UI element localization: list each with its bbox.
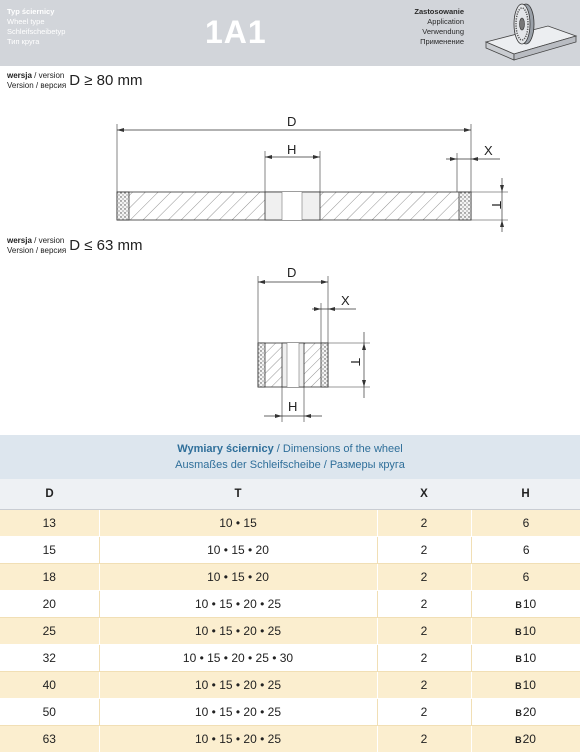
table-row bbox=[0, 591, 580, 618]
cell-t: 10 • 15 • 20 • 25 bbox=[99, 591, 377, 618]
dim-label-t: T bbox=[348, 358, 363, 366]
table-title bbox=[0, 435, 580, 479]
application-label-pl: Zastosowanie bbox=[414, 7, 464, 16]
wheel-type-labels bbox=[7, 7, 65, 47]
column-header-h: H bbox=[471, 479, 580, 510]
cell-x: 2 bbox=[377, 591, 471, 618]
cell-h-value: 6 bbox=[522, 516, 530, 530]
cell-t: 10 • 15 • 20 • 25 bbox=[99, 672, 377, 699]
version-2-caption bbox=[7, 236, 142, 255]
application-label-de: Verwendung bbox=[422, 27, 464, 36]
cell-h-value: 20 bbox=[522, 732, 536, 746]
cell-h bbox=[471, 672, 580, 699]
version-1-drawing bbox=[0, 108, 580, 236]
bore-marker: B bbox=[515, 681, 522, 691]
bore-marker: B bbox=[515, 735, 522, 745]
cell-x: 2 bbox=[377, 510, 471, 537]
cell-h-value: 10 bbox=[522, 624, 536, 638]
bore-marker: B bbox=[515, 708, 522, 718]
cell-t: 10 • 15 • 20 bbox=[99, 537, 377, 564]
cell-t: 10 • 15 bbox=[99, 510, 377, 537]
cell-t: 10 • 15 • 20 bbox=[99, 564, 377, 591]
cell-t: 10 • 15 • 20 • 25 bbox=[99, 699, 377, 726]
wheel-type-label-pl: Typ ściernicy bbox=[7, 7, 55, 16]
dim-label-d: D bbox=[287, 114, 297, 129]
cell-d: 15 bbox=[0, 537, 99, 564]
cell-h bbox=[471, 537, 580, 564]
cell-d: 40 bbox=[0, 672, 99, 699]
table-row bbox=[0, 672, 580, 699]
bore-marker: B bbox=[515, 654, 522, 664]
version-2-drawing bbox=[0, 262, 580, 427]
cell-h-value: 6 bbox=[522, 543, 530, 557]
table-row bbox=[0, 699, 580, 726]
cell-h bbox=[471, 726, 580, 753]
table-row bbox=[0, 726, 580, 753]
cell-t: 10 • 15 • 20 • 25 bbox=[99, 618, 377, 645]
cell-d: 32 bbox=[0, 645, 99, 672]
cell-x: 2 bbox=[377, 618, 471, 645]
dimensions-table-section bbox=[0, 435, 580, 746]
wheel-type-code: 1A1 bbox=[205, 14, 267, 50]
cell-t: 10 • 15 • 20 • 25 • 30 bbox=[99, 645, 377, 672]
cell-x: 2 bbox=[377, 645, 471, 672]
cell-h bbox=[471, 645, 580, 672]
dim-label-x: X bbox=[484, 143, 493, 158]
cell-d: 18 bbox=[0, 564, 99, 591]
cell-x: 2 bbox=[377, 726, 471, 753]
table-row bbox=[0, 564, 580, 591]
dim-label-t: T bbox=[489, 201, 504, 209]
cell-h bbox=[471, 618, 580, 645]
bore-marker: B bbox=[515, 600, 522, 610]
table-header-row bbox=[0, 479, 580, 510]
cell-h bbox=[471, 699, 580, 726]
dim-label-d: D bbox=[287, 265, 297, 280]
cell-d: 25 bbox=[0, 618, 99, 645]
cell-d: 63 bbox=[0, 726, 99, 753]
application-label-ru: Применение bbox=[420, 37, 464, 46]
table-row bbox=[0, 537, 580, 564]
cell-x: 2 bbox=[377, 672, 471, 699]
version-1-caption bbox=[7, 71, 142, 90]
column-header-x: X bbox=[377, 479, 471, 510]
table-title-line2: Ausmaßes der Schleifscheibe / Размеры круга bbox=[175, 459, 405, 471]
cell-d: 20 bbox=[0, 591, 99, 618]
version-label-line2: Version / версия bbox=[7, 80, 67, 90]
cell-h bbox=[471, 564, 580, 591]
cell-h-value: 10 bbox=[522, 597, 537, 611]
grinding-application-illustration bbox=[482, 2, 578, 64]
cell-h bbox=[471, 510, 580, 537]
wheel-type-label-ru: Тип круга bbox=[7, 37, 40, 46]
application-label-en: Application bbox=[427, 17, 464, 26]
table-row bbox=[0, 618, 580, 645]
wheel-type-label-en: Wheel type bbox=[7, 17, 45, 26]
cell-h-value: 10 bbox=[522, 678, 536, 692]
header-bar bbox=[0, 0, 580, 66]
wheel-type-label-de: Schleifscheibetyp bbox=[7, 27, 66, 36]
dimensions-table bbox=[0, 479, 580, 753]
cell-x: 2 bbox=[377, 564, 471, 591]
column-header-t: T bbox=[99, 479, 377, 510]
bore-marker: B bbox=[515, 627, 522, 637]
application-labels bbox=[414, 7, 464, 47]
table-row bbox=[0, 645, 580, 672]
cell-d: 50 bbox=[0, 699, 99, 726]
cell-d: 13 bbox=[0, 510, 99, 537]
table-title-rest: / Dimensions of the wheel bbox=[273, 443, 403, 455]
table-row bbox=[0, 510, 580, 537]
cell-x: 2 bbox=[377, 537, 471, 564]
cell-t: 10 • 15 • 20 • 25 bbox=[99, 726, 377, 753]
cell-h-value: 20 bbox=[522, 705, 537, 719]
version-label-rest: / version bbox=[31, 236, 65, 245]
version-label-rest: / version bbox=[31, 71, 65, 80]
cell-h bbox=[471, 591, 580, 618]
version-1-condition: D ≥ 80 mm bbox=[69, 72, 143, 89]
version-2-condition: D ≤ 63 mm bbox=[69, 237, 143, 254]
version-label-bold: wersja bbox=[7, 236, 32, 245]
dim-label-x: X bbox=[341, 293, 350, 308]
cell-h-value: 10 bbox=[522, 651, 537, 665]
dim-label-h: H bbox=[288, 399, 298, 414]
table-title-bold: Wymiary ściernicy bbox=[177, 443, 274, 455]
cell-x: 2 bbox=[377, 699, 471, 726]
column-header-d: D bbox=[0, 479, 99, 510]
version-label-line2: Version / версия bbox=[7, 245, 67, 255]
dim-label-h: H bbox=[287, 142, 297, 157]
version-label-bold: wersja bbox=[7, 71, 32, 80]
cell-h-value: 6 bbox=[522, 570, 530, 584]
